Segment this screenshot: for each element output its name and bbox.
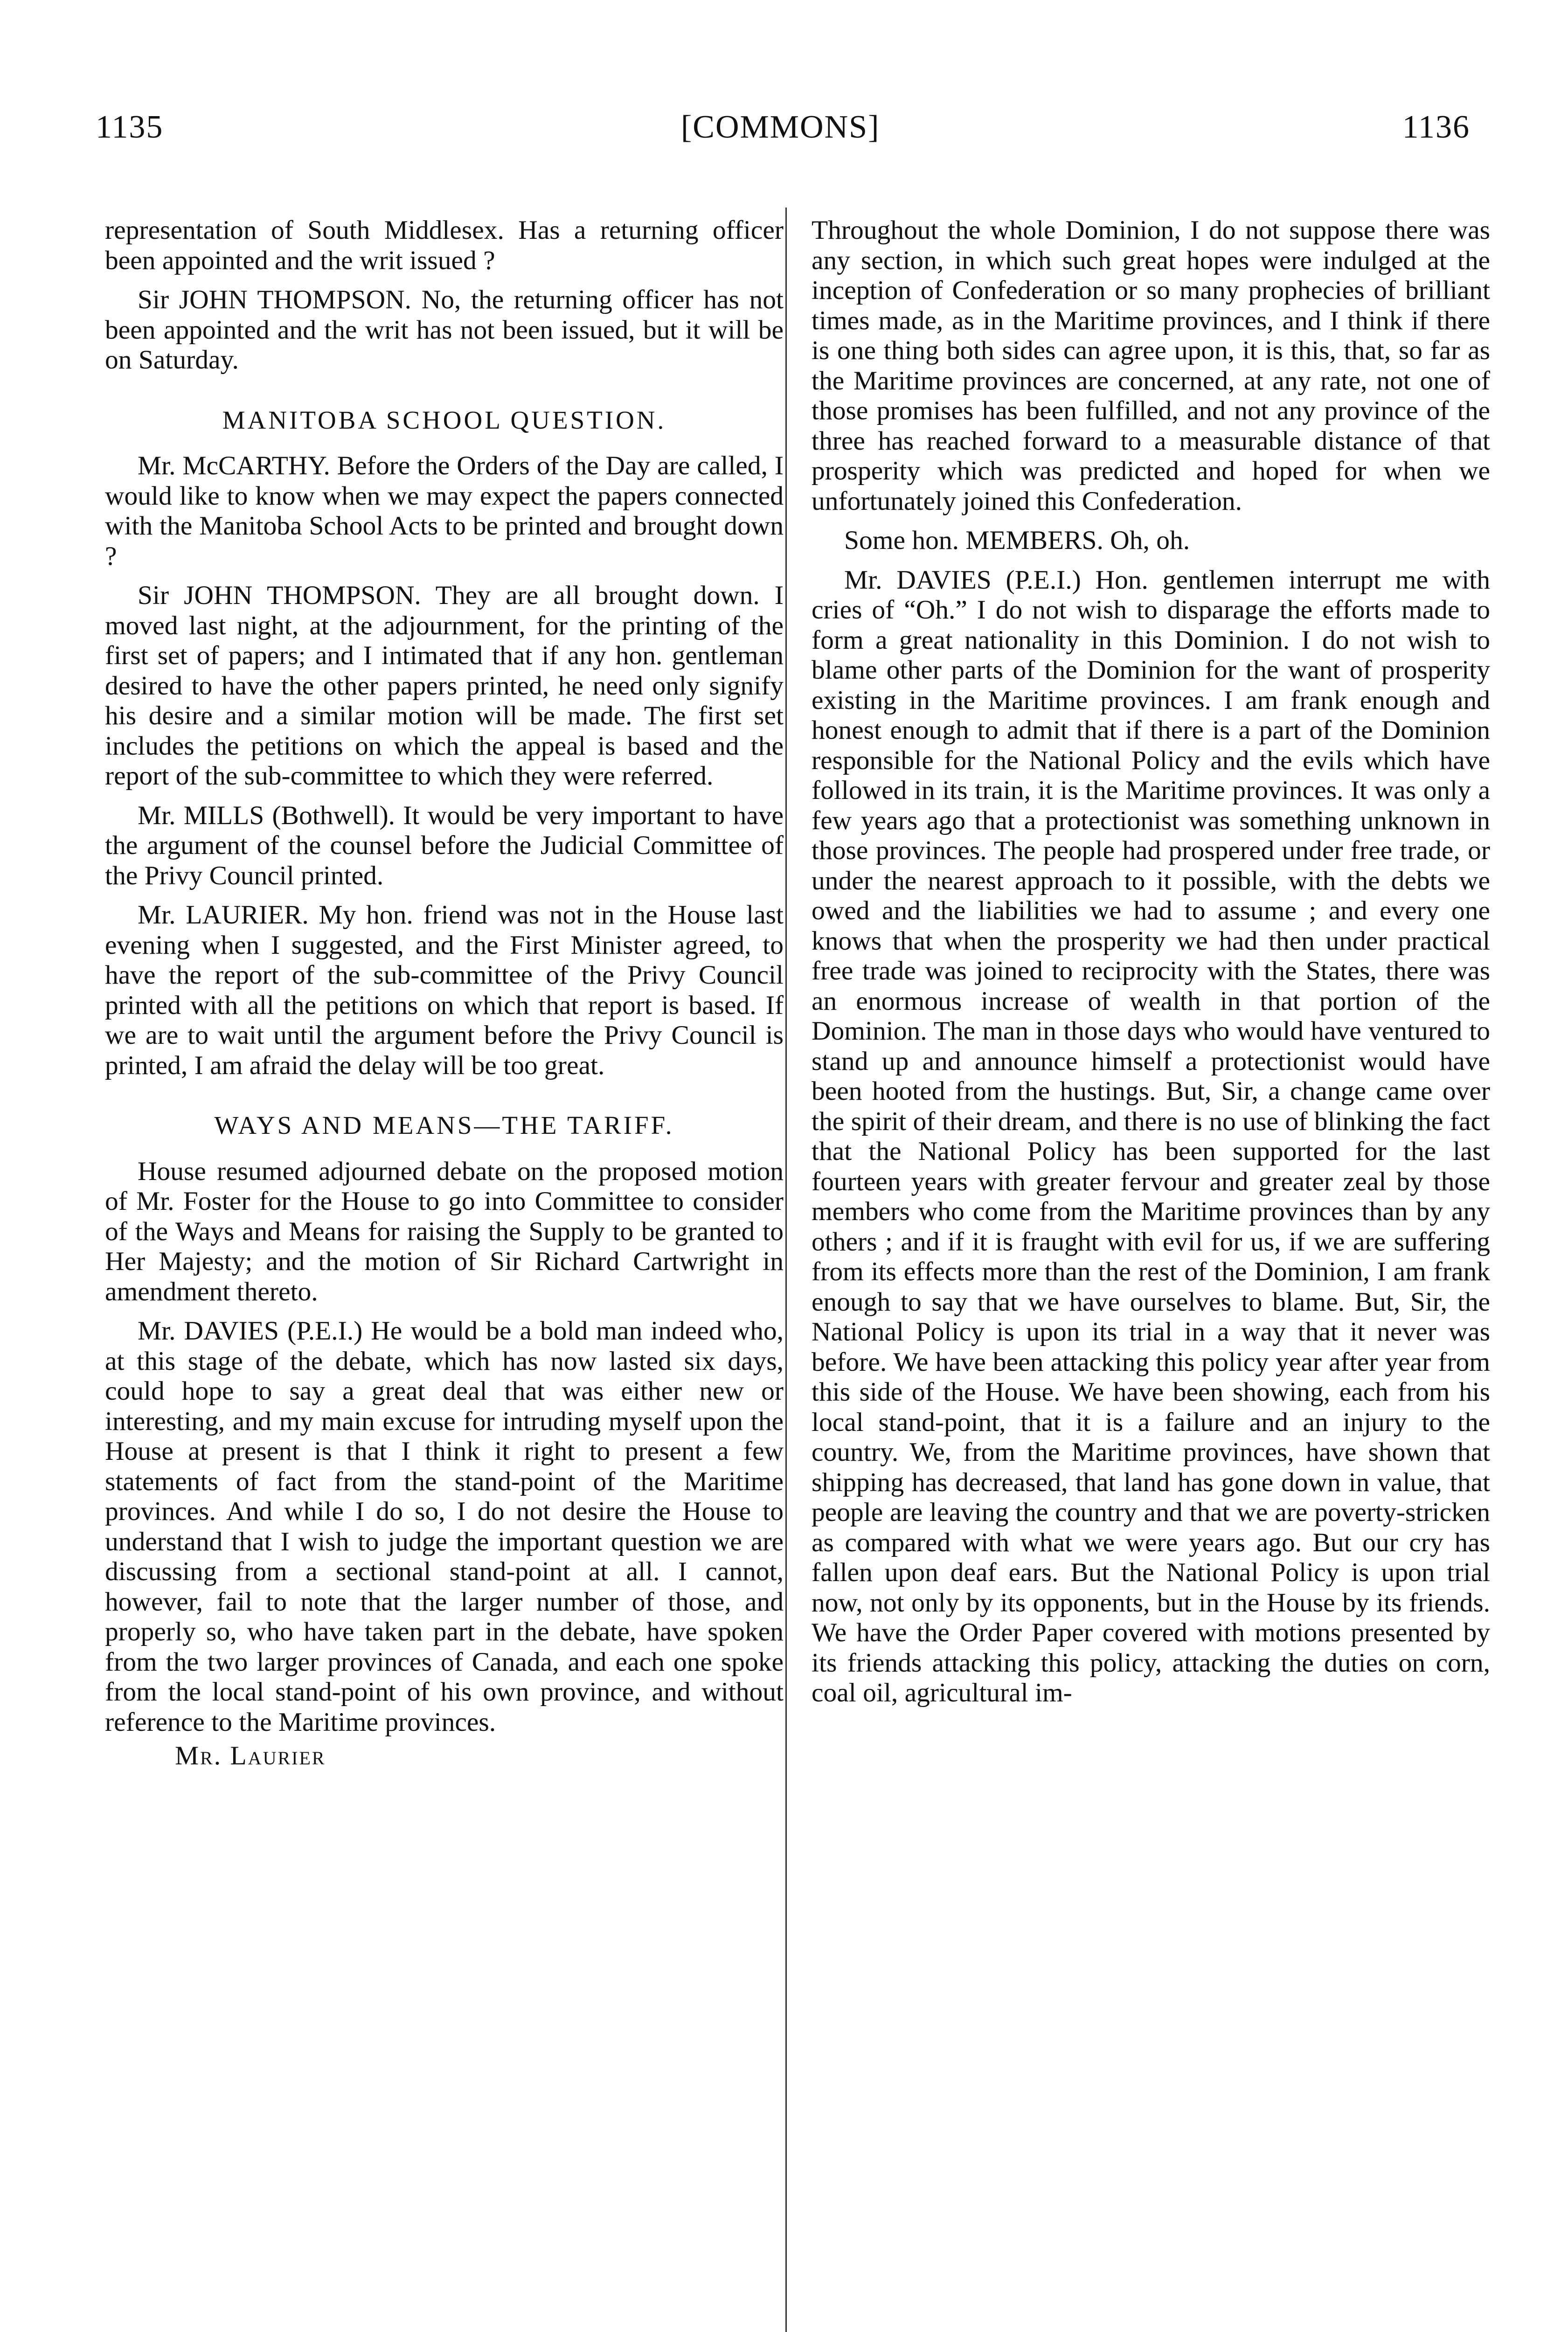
- page-footer-speaker: Mr. Laurier: [175, 1741, 326, 1770]
- paragraph: Mr. MILLS (Bothwell). It would be very important to have the argument of the counsel before the Judicial Committee of the Privy Council printed.: [105, 800, 784, 890]
- left-column: [105, 215, 784, 1771]
- left-page-number: 1135: [96, 109, 164, 145]
- paragraph: Mr. LAURIER. My hon. friend was not in the House last evening when I suggested, and the First Minister agreed, to have the report of the sub-committee of the Privy Council printed with all the petitions on which that report is based. If we are to wait until the argument before the Privy Council is printed, I am afraid the delay will be too great.: [105, 900, 784, 1080]
- section-heading: MANITOBA SCHOOL QUESTION.: [222, 405, 666, 434]
- paragraph: Sir JOHN THOMPSON. They are all brought down. I moved last night, at the adjournment, for the printing of the first set of papers; and I intimated that if any hon. gentleman desired to have the other papers printed, he need only signify his desire and a similar motion will be made. The first set includes the petitions on which the appeal is based and the report of the sub-committee to which they were referred.: [105, 581, 784, 791]
- paragraph: Mr. DAVIES (P.E.I.) He would be a bold man indeed who, at this stage of the debate, which has now lasted six days, could hope to say a great deal that was either new or interesting, and my main excuse for intruding myself upon the House at present is that I think it right to present a few statements of fact from the stand-point of the Maritime provinces. And while I do so, I do not desire the House to understand that I wish to judge the important question we are discussing from a sectional stand-point at all. I cannot, however, fail to note that the larger number of those, and properly so, who have taken part in the debate, have spoken from the two larger provinces of Canada, and each one spoke from the local stand-point of his own province, and without reference to the Maritime provinces.: [105, 1316, 784, 1737]
- running-header: [COMMONS]: [681, 109, 880, 145]
- column-divider: [785, 208, 787, 2332]
- section-heading: WAYS AND MEANS—THE TARIFF.: [214, 1111, 674, 1139]
- paragraph: Mr. McCARTHY. Before the Orders of the Day are called, I would like to know when we may expect the papers connected with the Manitoba School Acts to be printed and brought down ?: [105, 451, 784, 571]
- right-page-number: 1136: [1402, 109, 1470, 145]
- paragraph: Throughout the whole Dominion, I do not suppose there was any section, in which such great hopes were indulged at the inception of Confederation or so many prophecies of brilliant times made, as in the Maritime provinces, and I think if there is one thing both sides can agree upon, it is this, that, so far as the Maritime provinces are concerned, at any rate, not one of those promises has been fulfilled, and not any province of the three has reached forward to a measurable distance of that prosperity which was predicted and hoped for when we unfortunately joined this Confederation.: [812, 215, 1490, 516]
- paragraph: Some hon. MEMBERS. Oh, oh.: [844, 526, 1190, 555]
- paragraph: Sir JOHN THOMPSON. No, the returning officer has not been appointed and the writ has not been issued, but it will be on Saturday.: [105, 285, 784, 375]
- paragraph: House resumed adjourned debate on the proposed motion of Mr. Foster for the House to go into Committee to consider of the Ways and Means for raising the Supply to be granted to Her Majesty; and the motion of Sir Richard Cartwright in amendment thereto.: [105, 1156, 784, 1306]
- right-column: [812, 215, 1490, 1708]
- paragraph: Mr. DAVIES (P.E.I.) Hon. gentlemen interrupt me with cries of “Oh.” I do not wish to disparage the efforts made to form a great nationality in this Dominion. I do not wish to blame other parts of the Dominion for the want of prosperity existing in the Maritime provinces. I am frank enough and honest enough to admit that if there is a part of the Dominion responsible for the National Policy and the evils which have followed in its train, it is the Maritime provinces. It was only a few years ago that a protectionist was something unknown in those provinces. The people had prospered under free trade, or under the nearest approach to it possible, with the debts we owed and the liabilities we had to assume ; and every one knows that when the prosperity we had then under practical free trade was joined to reciprocity with the States, there was an enormous increase of wealth in that portion of the Dominion. The man in those days who would have ventured to stand up and announce himself a protectionist would have been hooted from the hustings. But, Sir, a change came over the spirit of their dream, and there is no use of blinking the fact that the National Policy has been supported for the last fourteen years with greater fervour and greater zeal by those members who come from the Maritime provinces than by any others ; and if it is fraught with evil for us, if we are suffering from its effects more than the rest of the Dominion, I am frank enough to say that we have ourselves to blame. But, Sir, the National Policy is upon its trial in a way that it never was before. We have been attacking this policy year after year from this side of the House. We have been showing, each from his local stand-point, that it is a failure and an injury to the country. We, from the Maritime provinces, have shown that shipping has decreased, that land has gone down in value, that people are leaving the country and that we are poverty-stricken as compared with what we were years ago. But our cry has fallen upon deaf ears. But the National Policy is upon trial now, not only by its opponents, but in the House by its friends. We have the Order Paper covered with motions presented by its friends attacking this policy, attacking the duties on corn, coal oil, agricultural im-: [812, 565, 1490, 1707]
- paragraph: representation of South Middlesex. Has a returning officer been appointed and the writ issued ?: [105, 215, 784, 275]
